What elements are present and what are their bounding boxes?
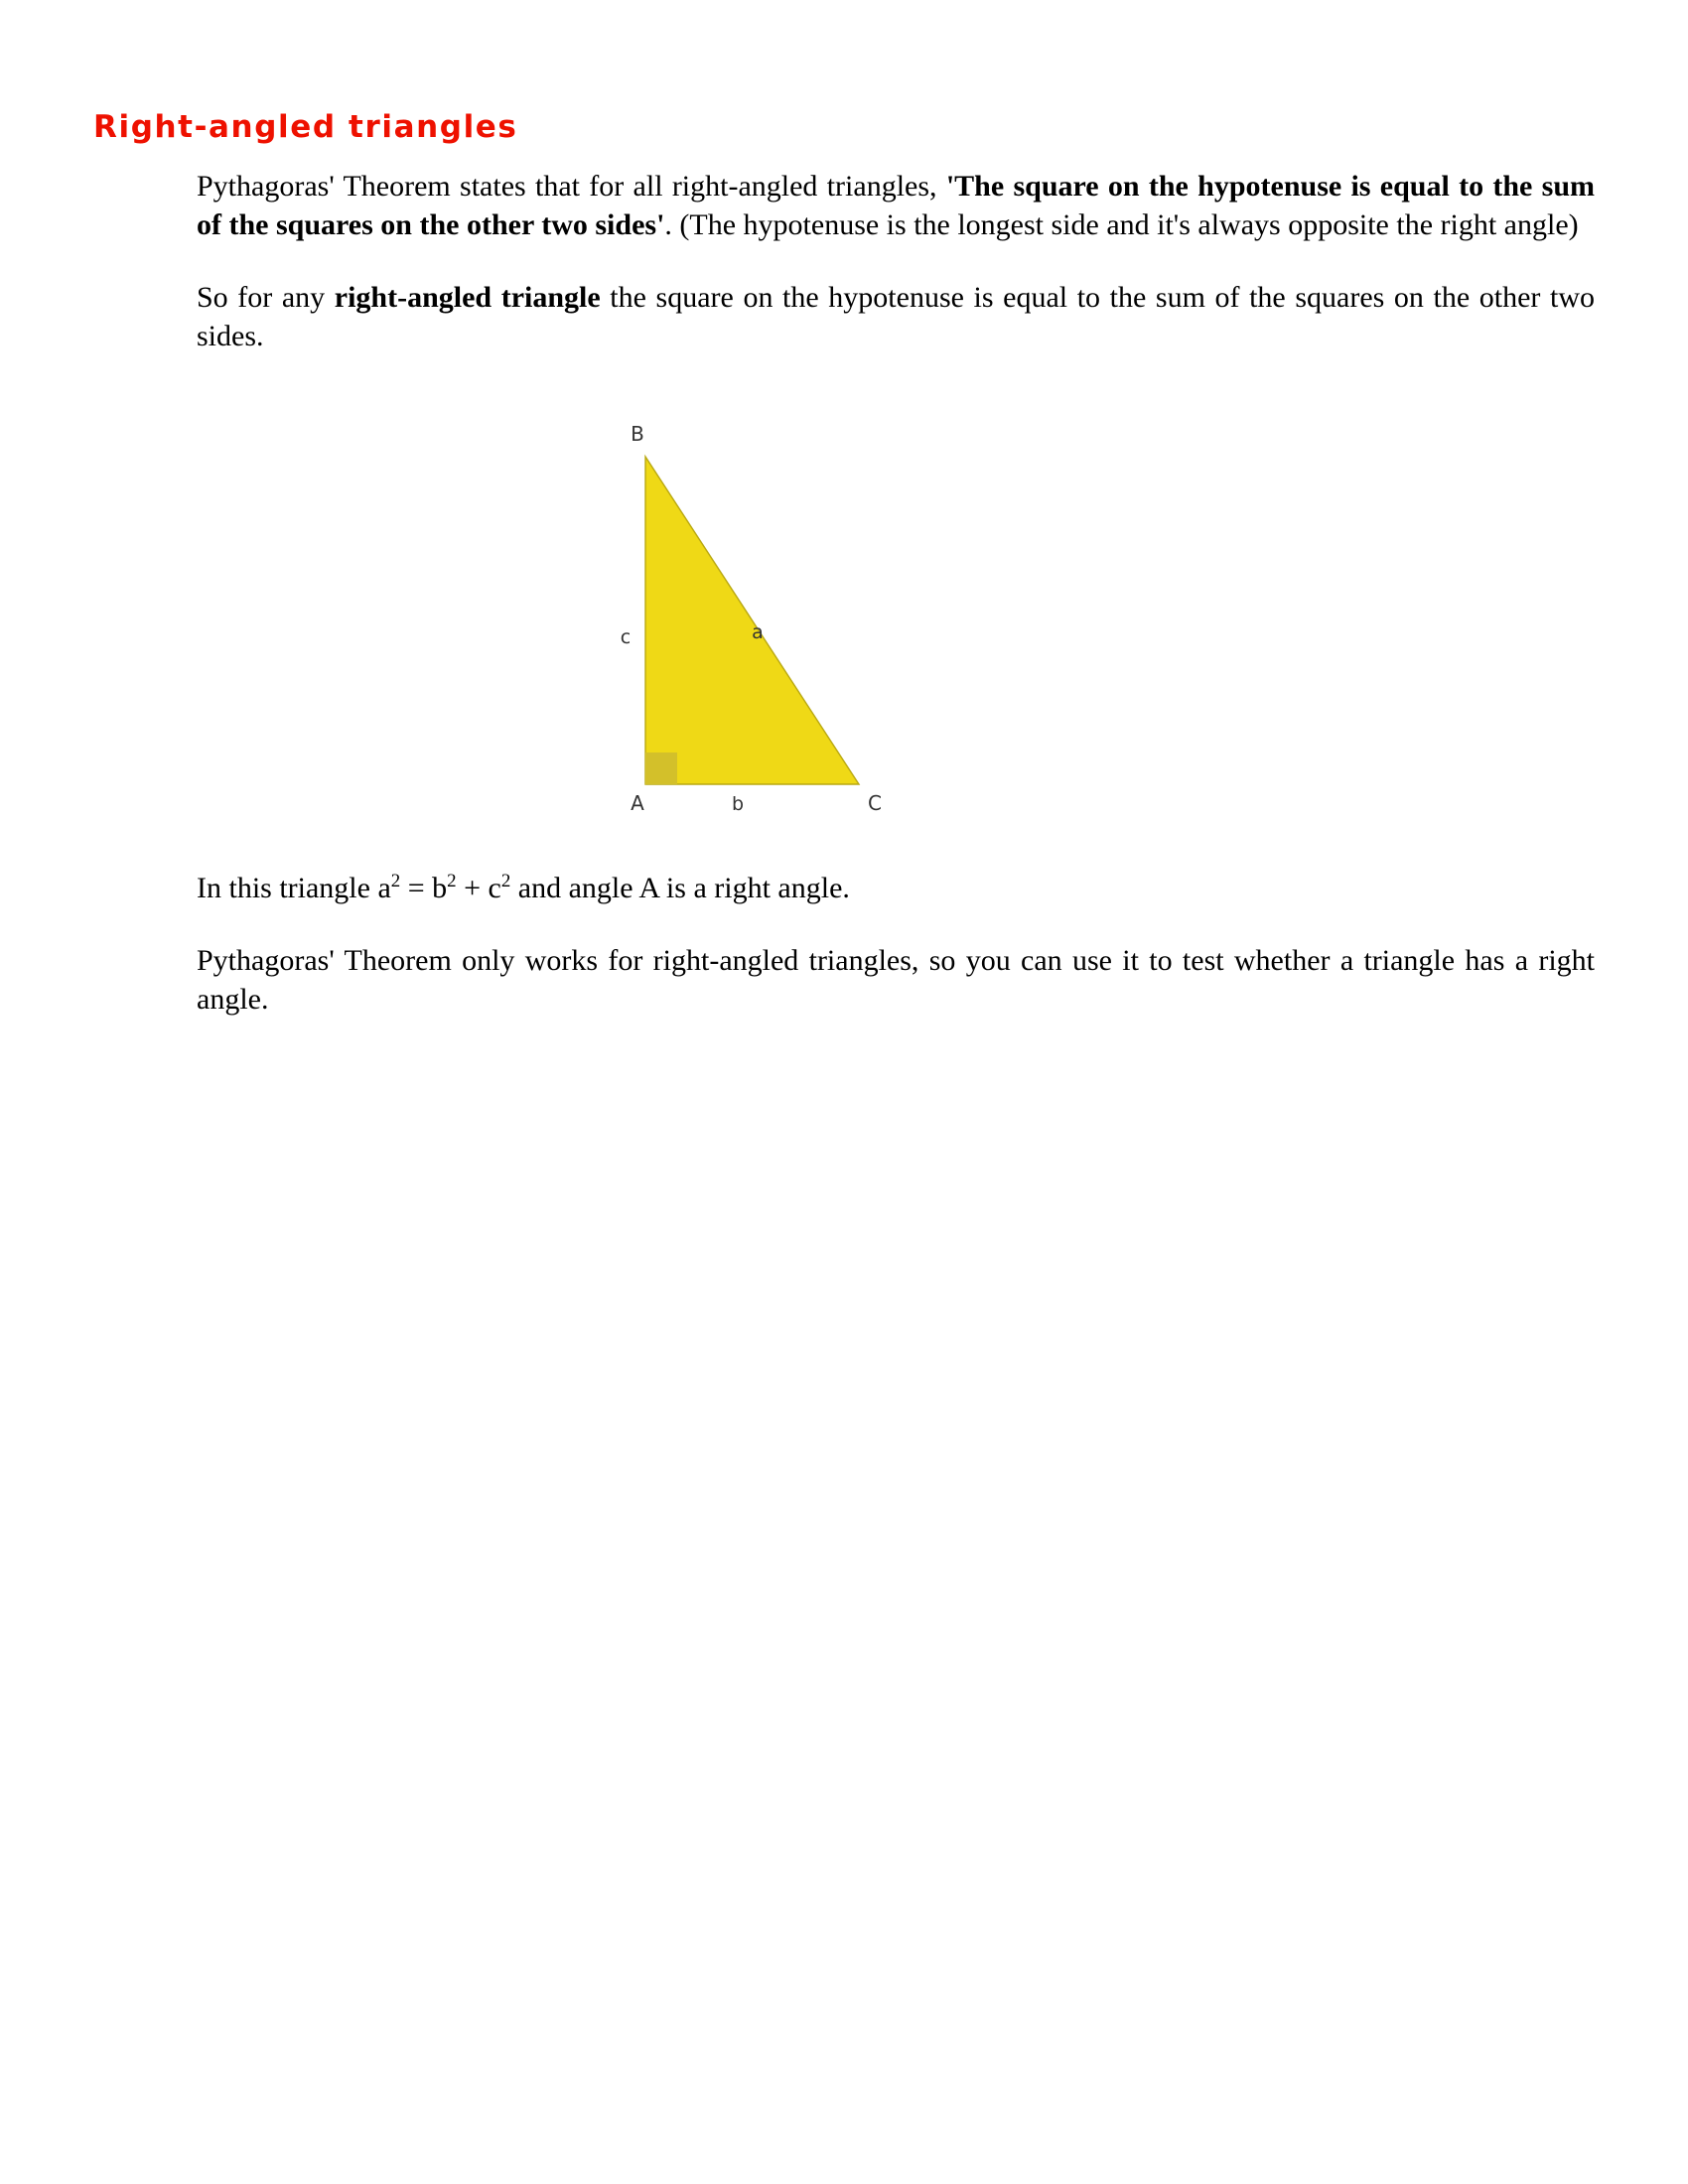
paragraph-theorem-test: Pythagoras' Theorem only works for right-angled triangles, so you can use it to test whether a triangle has a right angle.	[197, 944, 1595, 1016]
paragraph-2-text-tail: the square on the hypotenuse is equal to the sum of the squares on the other two sides.	[197, 281, 1595, 352]
side-label-b: b	[731, 793, 745, 812]
triangle-diagram-svg	[594, 415, 921, 812]
side-label-a: a	[752, 621, 764, 643]
equation-exponent-c: 2	[500, 871, 511, 891]
side-label-c: c	[620, 626, 632, 648]
paragraph-any-right-angled-triangle	[197, 278, 1595, 355]
vertex-label-b: B	[631, 422, 644, 446]
paragraph-1-text-lead: Pythagoras' Theorem states that for all right-angled triangles,	[197, 170, 946, 203]
paragraph-1-text-tail: . (The hypotenuse is the longest side and it's always opposite the right angle)	[664, 208, 1579, 241]
paragraph-1-bold-theorem: 'The square on the hypotenuse is equal to the sum of the squares on the other two sides'	[197, 170, 1596, 241]
equation-mid-1: = b	[400, 872, 448, 904]
page-title: Right-angled triangles	[93, 108, 518, 145]
document-body	[197, 167, 1595, 355]
paragraph-2-bold-term: right-angled triangle	[334, 281, 601, 314]
vertex-label-c: C	[868, 791, 882, 812]
right-angle-marker-icon	[645, 752, 677, 784]
equation-exponent-b: 2	[447, 871, 457, 891]
equation-suffix: and angle A is a right angle.	[510, 872, 850, 904]
vertex-label-a: A	[631, 791, 644, 812]
triangle-shape	[645, 457, 859, 784]
paragraph-2-text-lead: So for any	[197, 281, 335, 314]
document-body-lower	[197, 869, 1595, 1019]
equation-prefix: In this triangle a	[197, 872, 391, 904]
paragraph-equation	[197, 869, 1595, 907]
triangle-figure	[594, 415, 921, 812]
paragraph-pythagoras-statement	[197, 167, 1595, 244]
equation-mid-2: + c	[456, 872, 501, 904]
equation-exponent-a: 2	[390, 871, 401, 891]
